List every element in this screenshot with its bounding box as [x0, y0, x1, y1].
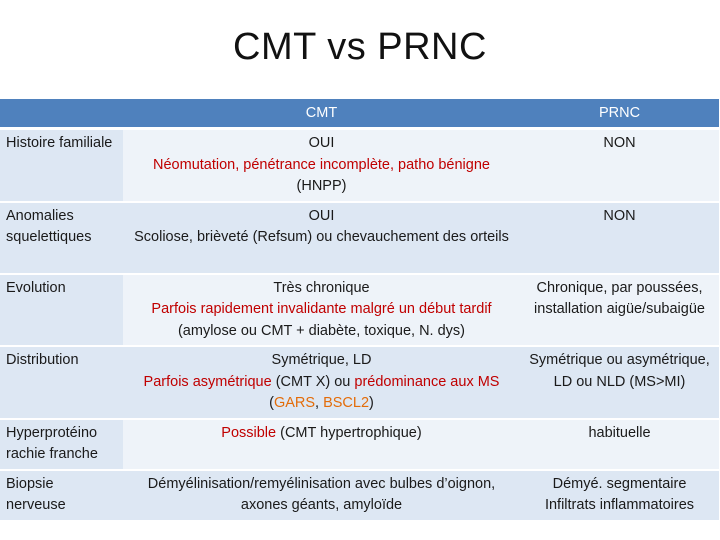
prnc-cell: Symétrique ou asymétrique, LD ou NLD (MS>MI) — [520, 346, 719, 419]
table-row — [0, 129, 719, 202]
row-label: Histoire familiale — [0, 129, 123, 202]
cmt-highlight: Parfois rapidement invalidante malgré un début tardif — [151, 301, 492, 317]
cmt-detail — [129, 423, 514, 445]
header-row — [0, 99, 719, 129]
row-label-line: rachie franche — [6, 446, 98, 462]
row-label — [0, 419, 123, 470]
cmt-highlight: Parfois asymétrique — [143, 373, 272, 390]
cmt-note: ) — [369, 395, 374, 411]
cmt-detail: Scoliose, brièveté (Refsum) ou chevauchement des orteils — [134, 229, 509, 245]
cmt-detail — [129, 372, 514, 415]
prnc-cell: habituelle — [520, 419, 719, 470]
header-prnc: PRNC — [520, 99, 719, 129]
cmt-main: Très chronique — [273, 279, 370, 296]
cmt-main: OUI — [308, 207, 335, 224]
table-row — [0, 419, 719, 470]
row-label: Distribution — [0, 346, 123, 419]
row-label: Biopsie nerveuse — [0, 470, 123, 521]
cmt-note: ( — [269, 395, 274, 411]
cmt-cell — [123, 202, 520, 274]
header-corner — [0, 99, 123, 129]
cmt-cell — [123, 419, 520, 470]
cmt-cell: Démyélinisation/remyélinisation avec bulbes d’oignon, axones géants, amyloïde — [123, 470, 520, 521]
row-label-line: Hyperprotéino — [6, 424, 98, 441]
cmt-note: (amylose ou CMT + diabète, toxique, N. dys) — [177, 322, 466, 339]
prnc-cell: Chronique, par poussées, installation aigüe/subaigüe — [520, 274, 719, 347]
header-cmt: CMT — [123, 99, 520, 129]
prnc-cell: NON — [520, 129, 719, 202]
cmt-detail — [129, 299, 514, 342]
cmt-highlight: Néomutation, pénétrance incomplète, patho bénigne — [153, 156, 490, 173]
cmt-cell — [123, 274, 520, 347]
table-row — [0, 470, 719, 521]
cmt-main: OUI — [308, 135, 335, 151]
slide-title: CMT vs PRNC — [233, 26, 487, 68]
comparison-table — [0, 99, 719, 522]
table-row — [0, 274, 719, 347]
cmt-note: (CMT hypertrophique) — [276, 424, 422, 441]
table-row — [0, 202, 719, 274]
cmt-cell — [123, 129, 520, 202]
cmt-note: , — [315, 395, 324, 411]
prnc-cell: NON — [520, 202, 719, 274]
cmt-highlight: prédominance aux MS — [354, 373, 500, 390]
prnc-cell: Démyé. segmentaire Infiltrats inflammatoires — [520, 470, 719, 521]
cmt-note: (HNPP) — [296, 178, 347, 194]
gene-name: GARS — [273, 395, 316, 411]
cmt-note: (CMT X) ou — [271, 373, 355, 390]
cmt-main: Symétrique, LD — [271, 352, 372, 368]
row-label: Anomalies squelettiques — [0, 202, 123, 274]
cmt-cell — [123, 346, 520, 419]
table-row — [0, 346, 719, 419]
gene-name: BSCL2 — [323, 395, 370, 411]
row-label: Evolution — [0, 274, 123, 347]
cmt-highlight: Possible — [221, 424, 277, 441]
cmt-detail — [129, 155, 514, 198]
